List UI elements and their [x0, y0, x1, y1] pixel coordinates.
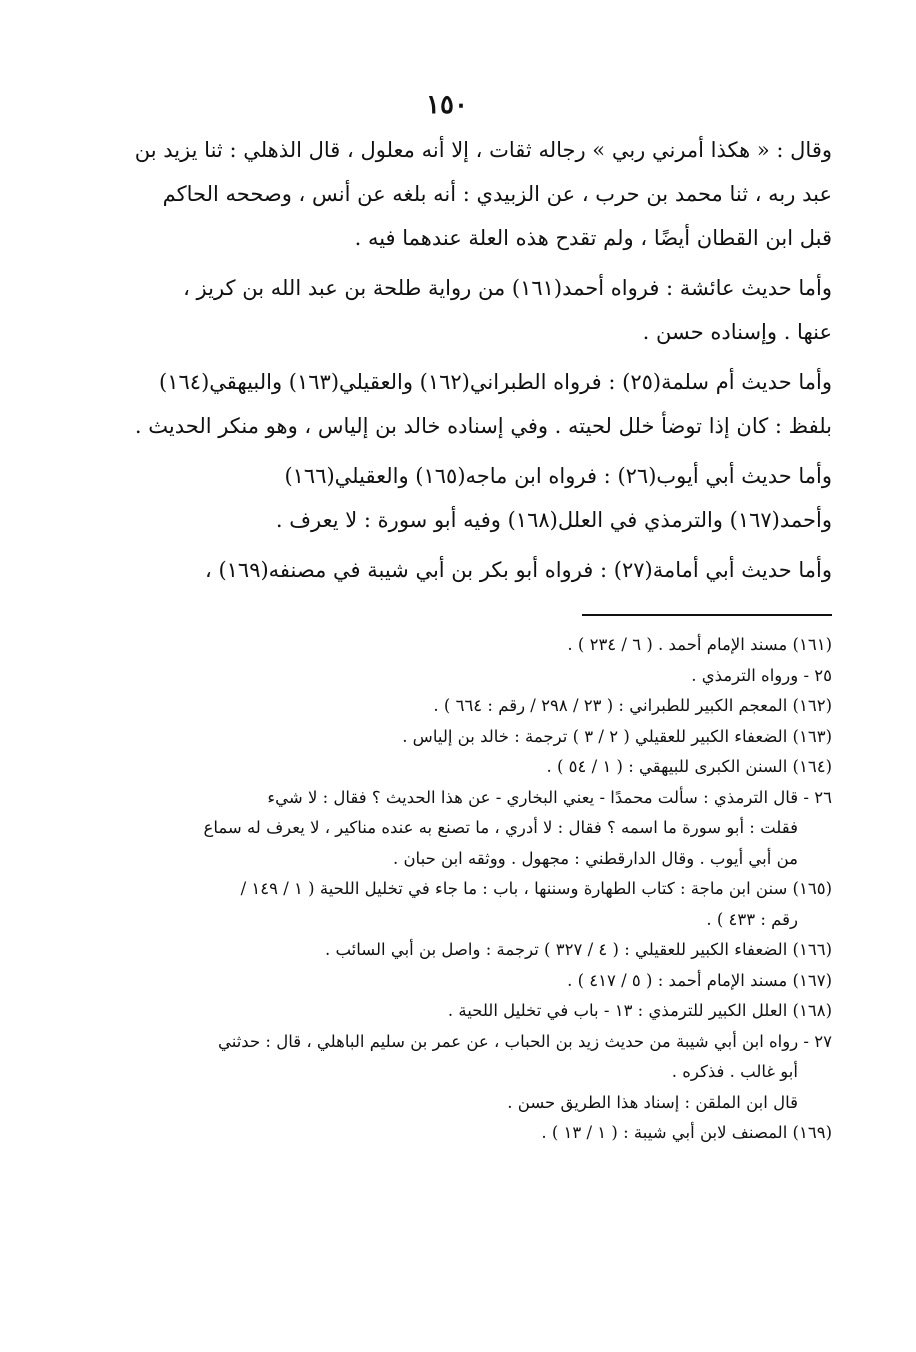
paragraph-line: بلفظ : كان إذا توضأ خلل لحيته . وفي إسناده خالد بن إلياس ، وهو منكر الحديث . — [134, 414, 832, 438]
paragraph-line: وأحمد(١٦٧) والترمذي في العلل(١٦٨) وفيه أبو سورة : لا يعرف . — [275, 508, 832, 532]
page-number: ١٥٠ — [426, 90, 468, 120]
paragraph-line: قبل ابن القطان أيضًا ، ولم تقدح هذه العلة عندهما فيه . — [354, 226, 832, 250]
footnote-166: (١٦٦) الضعفاء الكبير للعقيلي : ( ٤ / ٣٢٧ ) ترجمة : واصل بن أبي السائب . — [324, 940, 832, 959]
footnote-168: (١٦٨) العلل الكبير للترمذي : ١٣ - باب في تخليل اللحية . — [447, 1001, 832, 1020]
footnote-25: ٢٥ - ورواه الترمذي . — [691, 665, 832, 685]
paragraph-abu-umama — [62, 548, 832, 592]
footnotes — [62, 630, 832, 1149]
footnote-26-continued: فقلت : أبو سورة ما اسمه ؟ فقال : لا أدري ، ما تصنع به عنده مناكير ، لا يعرف له سماع — [203, 818, 798, 837]
footnote-161: (١٦١) مسند الإمام أحمد . ( ٦ / ٢٣٤ ) . — [567, 635, 832, 654]
footnote-169: (١٦٩) المصنف لابن أبي شيبة : ( ١ / ١٣ ) . — [541, 1123, 832, 1142]
paragraph-line: وقال : « هكذا أمرني ربي » رجاله ثقات ، إلا أنه معلول ، قال الذهلي : ثنا يزيد بن — [134, 138, 832, 162]
document-page — [62, 90, 832, 1149]
footnote-164: (١٦٤) السنن الكبرى للبيهقي : ( ١ / ٥٤ ) . — [546, 757, 832, 776]
paragraph-line: وأما حديث أم سلمة(٢٥) : فرواه الطبراني(١٦٢) والعقيلي(١٦٣) والبيهقي(١٦٤) — [159, 370, 832, 394]
paragraph-line: وأما حديث أبي أمامة(٢٧) : فرواه أبو بكر بن أبي شيبة في مصنفه(١٦٩) ، — [204, 558, 832, 582]
paragraph-umm-salama — [62, 360, 832, 448]
footnote-divider — [582, 614, 832, 616]
footnote-167: (١٦٧) مسند الإمام أحمد : ( ٥ / ٤١٧ ) . — [567, 970, 832, 990]
footnote-27-continued: قال ابن الملقن : إسناد هذا الطريق حسن . — [507, 1092, 798, 1112]
paragraph-line: وأما حديث أبي أيوب(٢٦) : فرواه ابن ماجه(١٦٥) والعقيلي(١٦٦) — [284, 464, 832, 488]
footnote-26-continued: من أبي أيوب . وقال الدارقطني : مجهول . ووثقه ابن حبان . — [392, 848, 798, 868]
footnote-26: ٢٦ - قال الترمذي : سألت محمدًا - يعني البخاري - عن هذا الحديث ؟ فقال : لا شيء — [267, 787, 832, 807]
footnote-163: (١٦٣) الضعفاء الكبير للعقيلي ( ٢ / ٣ ) ترجمة : خالد بن إلياس . — [402, 726, 832, 746]
footnote-27: ٢٧ - رواه ابن أبي شيبة من حديث زيد بن الحباب ، عن عمر بن سليم الباهلي ، قال : حدثني — [217, 1031, 832, 1051]
paragraph-abu-ayyub — [62, 454, 832, 542]
paragraph-line: عنها . وإسناده حسن . — [642, 320, 832, 344]
paragraph-line: عبد ربه ، ثنا محمد بن حرب ، عن الزبيدي : أنه بلغه عن أنس ، وصححه الحاكم — [162, 182, 832, 206]
footnote-162: (١٦٢) المعجم الكبير للطبراني : ( ٢٣ / ٢٩٨ / رقم : ٦٦٤ ) . — [433, 696, 832, 715]
paragraph-line: وأما حديث عائشة : فرواه أحمد(١٦١) من رواية طلحة بن عبد الله بن كريز ، — [183, 276, 832, 300]
paragraph-tirmidhi — [62, 128, 832, 260]
footnote-27-continued: أبو غالب . فذكره . — [671, 1062, 798, 1081]
paragraph-aisha — [62, 266, 832, 354]
footnote-165-continued: رقم : ٤٣٣ ) . — [706, 909, 798, 929]
footnote-165: (١٦٥) سنن ابن ماجة : كتاب الطهارة وسننها ، باب : ما جاء في تخليل اللحية ( ١ / ١٤٩ / — [240, 879, 832, 898]
